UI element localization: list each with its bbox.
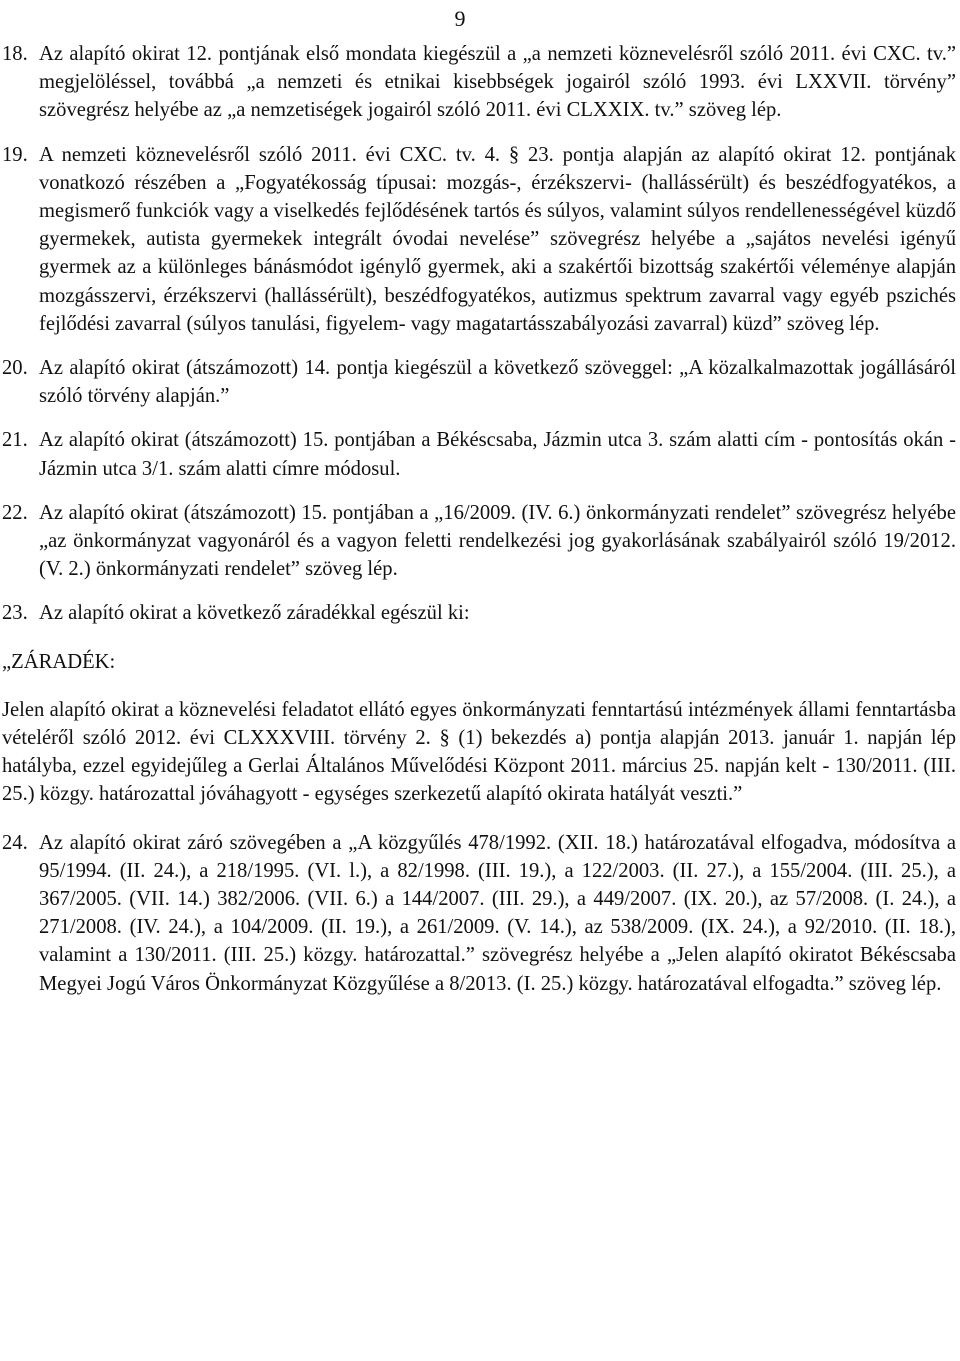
section-number: 19. xyxy=(2,143,28,166)
section-22 xyxy=(2,499,956,584)
section-number: 20. xyxy=(2,357,28,380)
section-number: 22. xyxy=(2,501,28,524)
section-text: Az alapító okirat (átszámozott) 14. pontja kiegészül a következő szöveggel: „A közalkalmazottak jogállásáról szóló törvény alapján.” xyxy=(39,357,956,408)
section-18 xyxy=(2,40,956,125)
section-text: A nemzeti köznevelésről szóló 2011. évi CXC. tv. 4. § 23. pontja alapján az alapító okirat 12. pontjának vonatkozó részében a „Fogyatékosság típusai: mozgás-, érzékszervi- (hallássérült) és beszédfogyatékos, a megismerő funkciók vagy a viselkedés fejlődésének tartós és súlyos, valamint súlyos rendellenességével küzdő gyermekek, autista gyermekek integrált óvodai nevelése” szövegrész helyébe a „sajátos nevelési igényű gyermek az a különleges bánásmódot igénylő gyermek, aki a szakértői bizottság szakértői véleménye alapján mozgásszervi, érzékszervi (hallássérült), beszédfogyatékos, autizmus spektrum zavarral vagy egyéb pszichés fejlődési zavarral (súlyos tanulási, figyelem- vagy magatartásszabályozási zavarral) küzd” szöveg lép. xyxy=(39,143,956,335)
section-number: 18. xyxy=(2,43,28,65)
zaradek-text: Jelen alapító okirat a köznevelési feladatot ellátó egyes önkormányzati fenntartású intézmények állami fenntartásba vételéről szóló 2012. évi CLXXXVIII. törvény 2. § (1) bekezdés a) pontja alapján 2013. január 1. napján lép hatályba, ezzel egyidejűleg a Gerlai Általános Művelődési Központ 2011. március 25. napján kelt - 130/2011. (III. 25.) közgy. határozattal jóváhagyott - egységes szerkezetű alapító okirata hatályát veszti.” xyxy=(2,698,956,806)
section-21 xyxy=(2,426,956,482)
section-text: Az alapító okirat 12. pontjának első mondata kiegészül a „a nemzeti köznevelésről szóló 2011. évi CXC. tv.” megjelöléssel, továbbá „a nemzeti és etnikai kisebbségek jogairól szóló 1993. évi LXXVII. törvény” szövegrész helyébe az „a nemzetiségek jogairól szóló 2011. évi CLXXIX. tv.” szöveg lép. xyxy=(39,43,956,122)
section-23 xyxy=(2,599,956,627)
section-number: 24. xyxy=(2,831,28,854)
section-20 xyxy=(2,354,956,410)
section-text: Az alapító okirat a következő záradékkal egészül ki: xyxy=(39,602,470,625)
zaradek-heading: „ZÁRADÉK: xyxy=(2,650,116,673)
section-24 xyxy=(2,829,956,998)
section-number: 21. xyxy=(2,429,28,452)
section-text: Az alapító okirat (átszámozott) 15. pontjában a „16/2009. (IV. 6.) önkormányzati rendelet” szövegrész helyébe „az önkormányzat vagyonáról és a vagyon feletti rendelkezési jog gyakorlásának szabályairól szóló 19/2012. (V. 2.) önkormányzati rendelet” szöveg lép. xyxy=(39,501,956,581)
document-body xyxy=(2,40,956,998)
page-number: 9 xyxy=(454,6,466,31)
section-text: Az alapító okirat (átszámozott) 15. pontjában a Békéscsaba, Jázmin utca 3. szám alatti cím - pontosítás okán - Jázmin utca 3/1. szám alatti címre módosul. xyxy=(39,429,956,480)
section-number: 23. xyxy=(2,602,28,625)
section-text: Az alapító okirat záró szövegében a „A közgyűlés 478/1992. (XII. 18.) határozatával elfogadva, módosítva a 95/1994. (II. 24.), a 218/1995. (VI. l.), a 82/1998. (III. 19.), a 122/2003. (II. 27.), a 155/2004. (III. 25.), a 367/2005. (VII. 14.) 382/2006. (VII. 6.) a 144/2007. (III. 29.), a 449/2007. (IX. 20.), az 57/2008. (I. 24.), a 271/2008. (IV. 24.), a 104/2009. (II. 19.), a 261/2009. (V. 14.), az 538/2009. (IX. 24.), a 92/2010. (II. 18.), valamint a 130/2011. (III. 25.) közgy. határozattal.” szövegrész helyébe a „Jelen alapító okiratot Békéscsaba Megyei Jogú Város Önkormányzat Közgyűlése a 8/2013. (I. 25.) közgy. határozatával elfogadta.” szöveg lép. xyxy=(39,831,956,995)
section-19 xyxy=(2,141,956,338)
